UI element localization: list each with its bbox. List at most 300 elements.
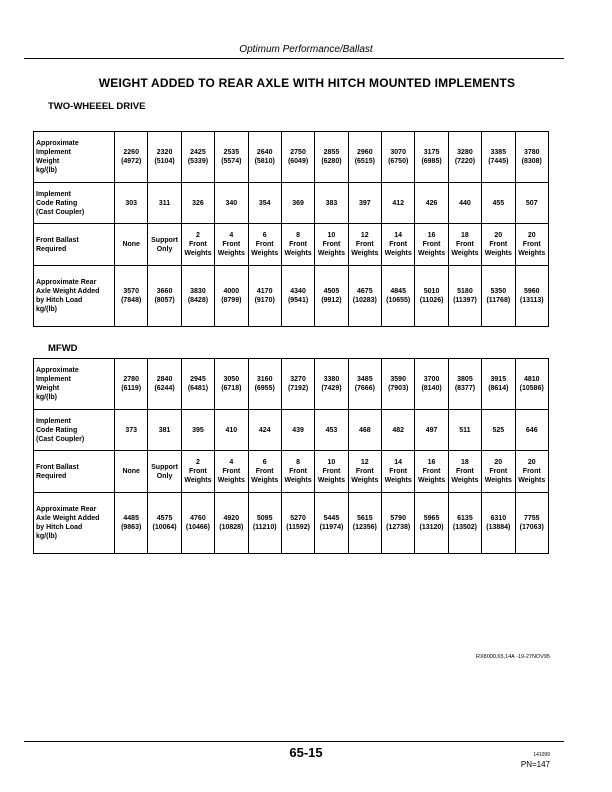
page-number: 65-15 <box>289 745 323 760</box>
table-cell <box>148 224 181 266</box>
cell-value: (13884) <box>486 524 511 531</box>
code-rating-row <box>34 183 549 224</box>
table-cell <box>315 183 348 224</box>
cell-value: (11974) <box>319 524 344 531</box>
cell-value: Front <box>222 241 241 248</box>
table-cell <box>215 132 248 183</box>
row-label-line: Weight <box>36 385 60 392</box>
cell-value: (13502) <box>452 524 477 531</box>
row-label-line: kg/(lb) <box>36 533 57 540</box>
cell-value: Front <box>289 241 307 248</box>
table-cell <box>382 359 415 410</box>
cell-value: (7192) <box>287 385 309 392</box>
row-label <box>34 359 115 410</box>
cell-value: Front <box>355 468 374 475</box>
cell-value: 5965 <box>423 515 440 522</box>
cell-value: 303 <box>125 199 138 207</box>
table-cell <box>382 183 415 224</box>
cell-value: Front <box>455 241 474 248</box>
cell-value: 2320 <box>156 149 173 156</box>
cell-value: 3805 <box>457 376 473 383</box>
table-cell <box>248 451 281 493</box>
cell-value: Front <box>188 241 207 248</box>
cell-value: 646 <box>525 426 538 434</box>
cell-value: 326 <box>192 199 204 207</box>
row-label-line: Required <box>36 472 67 480</box>
table-cell <box>448 266 481 327</box>
table-cell <box>348 224 381 266</box>
cell-value: 453 <box>325 426 338 434</box>
cell-value: 4000 <box>223 288 240 295</box>
cell-value: 395 <box>192 426 204 434</box>
cell-value: Weights <box>484 250 512 257</box>
table-cell <box>515 359 549 410</box>
cell-value: 3280 <box>457 149 473 156</box>
cell-value: Weights <box>251 250 279 257</box>
table-cell <box>482 183 515 224</box>
cell-value: 4340 <box>290 288 306 295</box>
cell-value: (6515) <box>354 158 375 165</box>
table-cell <box>281 183 314 224</box>
cell-value: Weights <box>484 477 512 484</box>
cell-value: 14 <box>394 232 403 239</box>
row-label-line: kg/(lb) <box>36 394 57 401</box>
cell-value: (6280) <box>321 158 342 165</box>
cell-value: (12356) <box>352 524 377 531</box>
cell-value: Front <box>489 468 508 475</box>
table-cell <box>448 493 481 554</box>
cell-value: Weights <box>451 250 479 257</box>
cell-value: Front <box>355 241 374 248</box>
cell-value: 4575 <box>156 515 173 522</box>
table-cell <box>181 451 214 493</box>
cell-value: (10586) <box>519 385 544 392</box>
table-cell <box>181 410 214 451</box>
cell-value: 3570 <box>123 288 139 295</box>
table-cell <box>248 359 281 410</box>
cell-value: 3590 <box>390 376 406 383</box>
cell-value: Front <box>289 468 307 475</box>
table-cell <box>148 451 181 493</box>
cell-value: Weights <box>351 250 379 257</box>
table-cell <box>181 493 214 554</box>
table-cell <box>281 359 314 410</box>
cell-value: 311 <box>158 199 171 207</box>
cell-value: Weights <box>384 477 412 484</box>
cell-value: 354 <box>258 199 271 207</box>
cell-value: 4 <box>229 459 234 466</box>
cell-value: Front <box>255 241 274 248</box>
cell-value: (10828) <box>219 524 244 531</box>
cell-value: (11768) <box>486 297 511 304</box>
table-cell <box>448 224 481 266</box>
cell-value: 3380 <box>323 376 340 383</box>
cell-value: Front <box>422 468 441 475</box>
cell-value: 5010 <box>423 288 440 295</box>
row-label-line: Implement <box>36 190 72 198</box>
row-label-line: Implement <box>36 376 72 383</box>
cell-value: Weights <box>418 250 446 257</box>
cell-value: 20 <box>527 459 536 466</box>
cell-value: Weights <box>284 477 312 484</box>
table-cell <box>248 493 281 554</box>
front-ballast-row <box>34 451 549 493</box>
table-cell <box>215 359 248 410</box>
cell-value: 5615 <box>357 515 373 522</box>
cell-value: Weights <box>217 477 245 484</box>
table-cell <box>215 266 248 327</box>
table-cell <box>248 266 281 327</box>
table-cell <box>348 410 381 451</box>
cell-value: Weights <box>284 250 312 257</box>
rear-axle-weight-row <box>34 266 549 327</box>
row-label-line: by Hitch Load <box>36 524 83 531</box>
table-cell <box>215 224 248 266</box>
cell-value: 2855 <box>323 149 340 156</box>
table-cell <box>448 183 481 224</box>
cell-value: (8428) <box>187 297 209 304</box>
table-cell <box>315 451 348 493</box>
table-cell <box>515 266 549 327</box>
cell-value: (17063) <box>519 524 544 531</box>
cell-value: 2780 <box>123 376 139 383</box>
table-cell <box>448 359 481 410</box>
cell-value: (7429) <box>321 385 342 392</box>
table-cell <box>515 410 549 451</box>
cell-value: 507 <box>525 199 538 207</box>
cell-value: (5574) <box>221 158 242 165</box>
row-label-line: Code Rating <box>36 426 78 434</box>
table-cell <box>181 266 214 327</box>
weight-table-mfwd <box>33 358 549 554</box>
table-cell <box>315 410 348 451</box>
table-cell <box>248 224 281 266</box>
cell-value: 440 <box>459 199 471 207</box>
cell-value: 426 <box>425 199 438 207</box>
cell-value: (10283) <box>352 297 377 304</box>
cell-value: (9912) <box>321 297 342 304</box>
cell-value: Weights <box>317 477 345 484</box>
table-cell <box>482 410 515 451</box>
cell-value: (11026) <box>419 297 444 304</box>
table-cell <box>415 410 448 451</box>
row-label-line: kg/(lb) <box>36 306 57 313</box>
cell-value: (6481) <box>187 385 209 392</box>
cell-value: Front <box>489 241 508 248</box>
cell-value: 2750 <box>290 149 306 156</box>
cell-value: 4170 <box>256 288 273 295</box>
cell-value: (11592) <box>286 524 310 531</box>
cell-value: Weights <box>184 477 212 484</box>
cell-value: 412 <box>392 199 405 207</box>
cell-value: 2840 <box>156 376 173 383</box>
cell-value: None <box>122 468 140 475</box>
cell-value: 3160 <box>256 376 273 383</box>
cell-value: 8 <box>296 459 301 466</box>
cell-value: 511 <box>459 426 471 434</box>
cell-value: 3660 <box>156 288 173 295</box>
table-cell <box>281 493 314 554</box>
cell-value: 4920 <box>223 515 240 522</box>
row-label-line: (Cast Coupler) <box>36 435 85 443</box>
cell-value: Front <box>522 241 541 248</box>
cell-value: 468 <box>358 426 371 434</box>
front-ballast-row <box>34 224 549 266</box>
cell-value: (8308) <box>521 158 542 165</box>
cell-value: Weights <box>251 477 279 484</box>
cell-value: (13120) <box>419 524 444 531</box>
cell-value: 2260 <box>123 149 139 156</box>
cell-value: Weights <box>351 477 379 484</box>
cell-value: 4485 <box>123 515 139 522</box>
cell-value: 3485 <box>357 376 373 383</box>
cell-value: (6119) <box>121 385 142 392</box>
cell-value: (8614) <box>488 385 509 392</box>
cell-value: (6244) <box>154 385 175 392</box>
cell-value: 10 <box>327 232 336 239</box>
table-cell <box>248 410 281 451</box>
weight-table-two-wheel-drive <box>33 131 549 327</box>
row-label-line: Front Ballast <box>36 236 79 244</box>
cell-value: Front <box>222 468 241 475</box>
cell-value: 5095 <box>256 515 273 522</box>
table-cell <box>181 359 214 410</box>
table-cell <box>348 183 381 224</box>
table-cell <box>215 451 248 493</box>
cell-value: Front <box>455 468 474 475</box>
running-header: Optimum Performance/Ballast <box>239 44 373 55</box>
table-cell <box>348 451 381 493</box>
table-cell <box>515 183 549 224</box>
table-cell <box>148 183 181 224</box>
cell-value: 383 <box>325 199 338 207</box>
cell-value: (5810) <box>254 158 275 165</box>
table-cell <box>415 359 448 410</box>
cell-value: (8057) <box>154 297 175 304</box>
row-label-line: Implement <box>36 149 72 156</box>
cell-value: 6310 <box>490 515 507 522</box>
row-label <box>34 410 115 451</box>
cell-value: 3070 <box>390 149 406 156</box>
cell-value: (6049) <box>287 158 309 165</box>
table-cell <box>181 183 214 224</box>
row-label-line: Weight <box>36 158 60 165</box>
cell-value: Weights <box>217 250 245 257</box>
cell-value: 5445 <box>323 515 340 522</box>
cell-value: (8377) <box>454 385 476 392</box>
cell-value: 2640 <box>256 149 273 156</box>
rear-axle-weight-row <box>34 493 549 554</box>
table-cell <box>248 183 281 224</box>
table-cell <box>315 493 348 554</box>
document-reference: RX8000,65,14A -19-27NOV95 <box>476 654 550 660</box>
table-cell <box>315 224 348 266</box>
table-cell <box>148 132 181 183</box>
cell-value: 482 <box>392 426 405 434</box>
table-cell <box>382 410 415 451</box>
table-cell <box>115 410 148 451</box>
row-label-line: Implement <box>36 417 72 425</box>
table-cell <box>115 451 148 493</box>
pn-number: PN=147 <box>520 760 550 769</box>
table-cell <box>281 266 314 327</box>
table-cell <box>215 493 248 554</box>
cell-value: Support <box>151 236 178 244</box>
table-cell <box>515 132 549 183</box>
cell-value: 4 <box>229 232 234 239</box>
cell-value: 373 <box>125 426 138 434</box>
cell-value: 8 <box>296 232 301 239</box>
table-cell <box>415 451 448 493</box>
cell-value: Front <box>522 468 541 475</box>
row-label <box>34 493 115 554</box>
cell-value: 369 <box>292 199 304 207</box>
table-cell <box>515 224 549 266</box>
cell-value: 381 <box>158 426 171 434</box>
table-cell <box>482 132 515 183</box>
cell-value: (13113) <box>519 297 544 304</box>
cell-value: 18 <box>461 459 469 466</box>
table-cell <box>115 132 148 183</box>
cell-value: (12738) <box>386 524 411 531</box>
row-label <box>34 132 115 183</box>
cell-value: (5339) <box>187 158 209 165</box>
table-cell <box>215 183 248 224</box>
table-cell <box>482 451 515 493</box>
cell-value: 439 <box>292 426 304 434</box>
cell-value: 3385 <box>490 149 507 156</box>
cell-value: (10064) <box>152 524 177 531</box>
table-cell <box>348 359 381 410</box>
table-cell <box>148 266 181 327</box>
row-label <box>34 451 115 493</box>
table-cell <box>415 132 448 183</box>
table-cell <box>248 132 281 183</box>
cell-value: 20 <box>494 232 503 239</box>
cell-value: 3175 <box>423 149 440 156</box>
cell-value: 12 <box>360 459 369 466</box>
footer-rule <box>24 741 564 742</box>
cell-value: 16 <box>427 459 436 466</box>
cell-value: (6718) <box>221 385 242 392</box>
cell-value: 455 <box>492 199 505 207</box>
section-title-mfwd: MFWD <box>48 343 78 354</box>
table-cell <box>482 359 515 410</box>
table-cell <box>482 266 515 327</box>
cell-value: 12 <box>360 232 369 239</box>
table-cell <box>448 132 481 183</box>
table-cell <box>115 493 148 554</box>
table-cell <box>281 224 314 266</box>
row-label <box>34 266 115 327</box>
row-label-line: Axle Weight Added <box>36 288 100 295</box>
cell-value: 5790 <box>390 515 406 522</box>
table-cell <box>448 451 481 493</box>
table-cell <box>348 493 381 554</box>
table-cell <box>382 493 415 554</box>
row-label-line: Front Ballast <box>36 463 79 471</box>
table-cell <box>115 359 148 410</box>
cell-value: Weights <box>451 477 479 484</box>
table-cell <box>181 132 214 183</box>
table-cell <box>315 266 348 327</box>
table-cell <box>415 493 448 554</box>
row-label-line: Axle Weight Added <box>36 515 100 522</box>
table-cell <box>281 451 314 493</box>
row-label-line: (Cast Coupler) <box>36 208 85 216</box>
cell-value: Weights <box>317 250 345 257</box>
table-cell <box>115 266 148 327</box>
cell-value: 3050 <box>223 376 240 383</box>
cell-value: 497 <box>425 426 438 434</box>
cell-value: 14 <box>394 459 403 466</box>
cell-value: Weights <box>384 250 412 257</box>
header-rule <box>24 58 564 59</box>
page-title: WEIGHT ADDED TO REAR AXLE WITH HITCH MOUNTED IMPLEMENTS <box>98 76 516 90</box>
table-cell <box>382 132 415 183</box>
cell-value: (8799) <box>221 297 242 304</box>
implement-weight-row <box>34 359 549 410</box>
table-cell <box>148 493 181 554</box>
cell-value: 5960 <box>523 288 540 295</box>
cell-value: Weights <box>418 477 446 484</box>
row-label <box>34 183 115 224</box>
cell-value: (6955) <box>254 385 275 392</box>
cell-value: 2425 <box>190 149 206 156</box>
cell-value: 6135 <box>457 515 473 522</box>
table-cell <box>281 132 314 183</box>
table-cell <box>215 410 248 451</box>
cell-value: Only <box>156 245 173 253</box>
cell-value: 5270 <box>290 515 306 522</box>
cell-value: (7445) <box>488 158 509 165</box>
cell-value: (5104) <box>154 158 175 165</box>
row-label-line: kg/(lb) <box>36 167 57 174</box>
implement-weight-row <box>34 132 549 183</box>
row-label-line: Code Rating <box>36 199 78 207</box>
cell-value: 7755 <box>523 515 540 522</box>
cell-value: (4972) <box>121 158 142 165</box>
row-label <box>34 224 115 266</box>
table-cell <box>181 224 214 266</box>
cell-value: (10655) <box>386 297 411 304</box>
cell-value: Front <box>188 468 207 475</box>
table-cell <box>415 183 448 224</box>
cell-value: 5180 <box>457 288 473 295</box>
cell-value: (9541) <box>287 297 309 304</box>
table-cell <box>448 410 481 451</box>
cell-value: (9170) <box>254 297 275 304</box>
cell-value: 5350 <box>490 288 507 295</box>
cell-value: 410 <box>225 426 238 434</box>
table-cell <box>115 224 148 266</box>
cell-value: 16 <box>427 232 436 239</box>
cell-value: 2960 <box>357 149 373 156</box>
cell-value: 2 <box>195 459 200 466</box>
cell-value: 4675 <box>357 288 373 295</box>
cell-value: Weights <box>518 250 546 257</box>
table-cell <box>482 493 515 554</box>
table-cell <box>382 224 415 266</box>
cell-value: 3270 <box>290 376 306 383</box>
cell-value: 6 <box>262 232 267 239</box>
table-cell <box>115 183 148 224</box>
row-label-line: Approximate <box>36 367 79 374</box>
table-cell <box>515 451 549 493</box>
table-cell <box>382 266 415 327</box>
image-code: 141099 <box>533 752 550 758</box>
row-label-line: Approximate Rear <box>36 279 97 286</box>
